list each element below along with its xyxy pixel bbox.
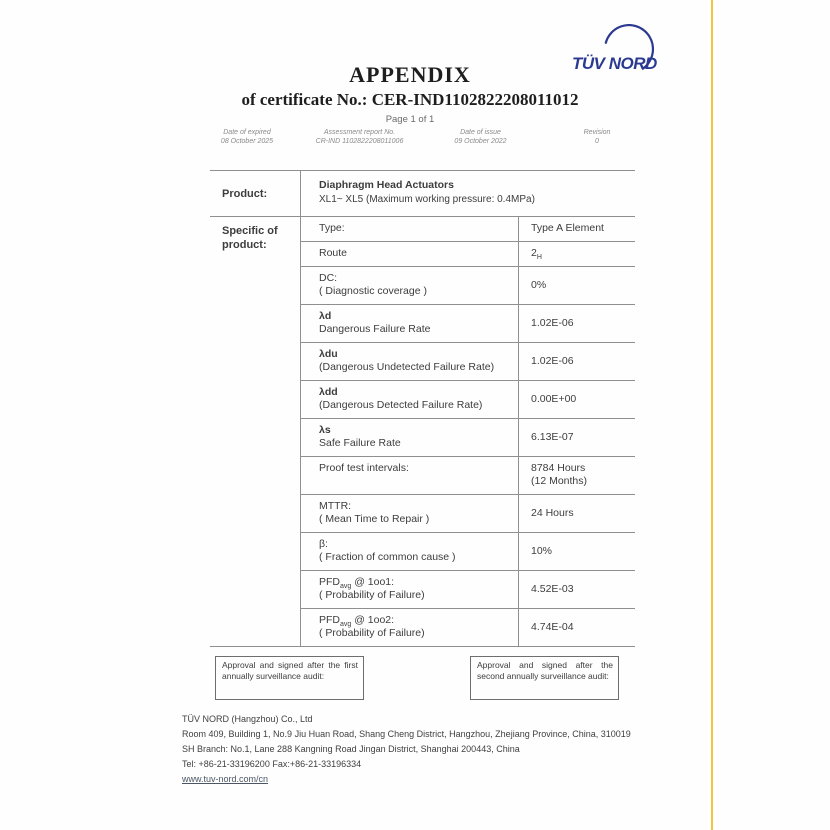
parameter-name: $PFD_{avg}$ @ 1oo1: bbox=[319, 576, 395, 591]
approval-box-text: Approval and signed after the first annually surveillance audit: bbox=[222, 660, 358, 681]
meta-value: 0 bbox=[595, 138, 599, 145]
page-title: APPENDIX bbox=[349, 62, 471, 87]
table-row bbox=[301, 533, 635, 571]
table-row bbox=[301, 242, 635, 267]
parameter-value: 6.13E-07 bbox=[531, 430, 574, 443]
parameter-value: 4.74E-04 bbox=[531, 620, 574, 633]
meta-value: CR-IND 1102822208011006 bbox=[315, 138, 404, 145]
meta-date-of-issue bbox=[428, 128, 533, 146]
table-row bbox=[301, 267, 635, 305]
parameter-name: MTTR: bbox=[319, 500, 352, 512]
parameter-subtitle: (Dangerous Undetected Failure Rate) bbox=[319, 361, 495, 373]
approval-box-second-audit bbox=[470, 656, 619, 700]
parameter-name: Proof test intervals: bbox=[319, 462, 409, 474]
page-edge-line bbox=[711, 0, 713, 830]
parameter-name: $PFD_{avg}$ @ 1oo2: bbox=[319, 614, 395, 629]
value-cell bbox=[519, 305, 635, 342]
parameter-cell bbox=[301, 457, 519, 494]
meta-revision bbox=[555, 128, 639, 146]
parameter-name: λdu bbox=[319, 348, 338, 360]
parameter-name: β: bbox=[319, 538, 328, 550]
parameter-value-line2: (12 Months) bbox=[531, 475, 588, 487]
parameter-value: 8784 Hours bbox=[531, 462, 586, 474]
parameter-cell bbox=[301, 495, 519, 532]
table-row bbox=[301, 571, 635, 609]
logo-wordmark: TÜV NORD bbox=[572, 54, 657, 73]
approval-box-first-audit bbox=[215, 656, 364, 700]
value-cell bbox=[519, 609, 635, 646]
table-row bbox=[301, 217, 635, 242]
table-row bbox=[301, 457, 635, 495]
footer-address-block bbox=[182, 712, 662, 787]
parameter-cell bbox=[301, 343, 519, 380]
website-link[interactable]: www.tuv-nord.com/cn bbox=[182, 774, 269, 784]
parameter-subtitle: (Dangerous Detected Failure Rate) bbox=[319, 399, 483, 411]
specific-label-line2: product: bbox=[222, 239, 267, 251]
parameter-value: 0.00E+00 bbox=[531, 392, 577, 405]
parameter-value: 1.02E-06 bbox=[531, 354, 574, 367]
certificate-table bbox=[210, 170, 635, 647]
product-row bbox=[210, 170, 635, 217]
meta-assessment-report bbox=[297, 128, 422, 146]
parameter-name: DC: bbox=[319, 272, 338, 284]
certificate-number-line: of certificate No.: CER-IND1102822208011012 bbox=[241, 90, 579, 109]
parameter-subtitle: Dangerous Failure Rate bbox=[319, 323, 431, 335]
table-row bbox=[301, 381, 635, 419]
specific-label bbox=[210, 217, 301, 646]
meta-value: 09 October 2022 bbox=[454, 138, 507, 145]
parameter-name: Type: bbox=[319, 222, 345, 234]
value-cell bbox=[519, 495, 635, 532]
value-cell bbox=[519, 343, 635, 380]
parameter-cell bbox=[301, 305, 519, 342]
meta-date-of-expiry bbox=[197, 128, 297, 146]
parameter-cell bbox=[301, 381, 519, 418]
parameter-value: 1.02E-06 bbox=[531, 316, 574, 329]
parameter-value: Type A Element bbox=[531, 222, 604, 234]
product-description: XL1~ XL5 (Maximum working pressure: 0.4MPa) bbox=[319, 194, 535, 205]
value-cell bbox=[519, 217, 635, 241]
spec-rows bbox=[301, 217, 635, 646]
product-name: Diaphragm Head Actuators bbox=[319, 179, 454, 191]
parameter-name: λd bbox=[319, 310, 332, 322]
value-cell bbox=[519, 533, 635, 570]
value-cell bbox=[519, 419, 635, 456]
page-indicator: Page 1 of 1 bbox=[385, 114, 435, 125]
table-row bbox=[301, 495, 635, 533]
parameter-cell bbox=[301, 267, 519, 304]
meta-label: Revision bbox=[583, 129, 611, 136]
parameter-value: 4.52E-03 bbox=[531, 582, 574, 595]
parameter-subtitle: ( Probability of Failure) bbox=[319, 589, 425, 601]
meta-label: Date of expired bbox=[223, 129, 271, 136]
parameter-name: λdd bbox=[319, 386, 338, 398]
meta-value: 08 October 2025 bbox=[220, 138, 274, 145]
title-block bbox=[180, 62, 640, 125]
footer-company: TÜV NORD (Hangzhou) Co., Ltd bbox=[182, 714, 313, 724]
parameter-cell bbox=[301, 609, 519, 646]
footer-address-line1: Room 409, Building 1, No.9 Jiu Huan Road, Shang Cheng District, Hangzhou, Zhejiang Province, China, 310019 bbox=[182, 729, 631, 739]
parameter-name: Route bbox=[319, 247, 348, 259]
value-cell bbox=[519, 267, 635, 304]
parameter-cell bbox=[301, 419, 519, 456]
specific-of-product-section bbox=[210, 217, 635, 647]
value-cell bbox=[519, 381, 635, 418]
parameter-value: 10% bbox=[531, 544, 553, 557]
parameter-value: 0% bbox=[531, 278, 547, 291]
value-cell bbox=[519, 457, 635, 494]
parameter-value: 24 Hours bbox=[531, 506, 574, 519]
table-row bbox=[301, 343, 635, 381]
specific-label-line1: Specific of bbox=[222, 225, 278, 237]
footer-address-line2: SH Branch: No.1, Lane 288 Kangning Road Jingan District, Shanghai 200443, China bbox=[182, 744, 520, 754]
parameter-subtitle: Safe Failure Rate bbox=[319, 437, 401, 449]
parameter-name: λs bbox=[319, 424, 331, 436]
value-cell bbox=[519, 242, 635, 266]
product-content bbox=[301, 171, 635, 216]
table-row bbox=[301, 419, 635, 457]
parameter-cell bbox=[301, 533, 519, 570]
parameter-cell bbox=[301, 242, 519, 266]
parameter-value: $2_H$ bbox=[531, 247, 542, 262]
table-row bbox=[301, 609, 635, 646]
footer-phone-fax: Tel: +86-21-33196200 Fax:+86-21-33196334 bbox=[182, 759, 362, 769]
parameter-cell bbox=[301, 571, 519, 608]
parameter-subtitle: ( Probability of Failure) bbox=[319, 627, 425, 639]
meta-label: Assessment report No. bbox=[323, 129, 396, 136]
parameter-subtitle: ( Mean Time to Repair ) bbox=[319, 513, 430, 525]
product-label: Product: bbox=[210, 171, 301, 216]
parameter-cell bbox=[301, 217, 519, 241]
table-row bbox=[301, 305, 635, 343]
value-cell bbox=[519, 571, 635, 608]
parameter-subtitle: ( Fraction of common cause ) bbox=[319, 551, 456, 563]
parameter-subtitle: ( Diagnostic coverage ) bbox=[319, 285, 427, 297]
approval-box-text: Approval and signed after the second annually surveillance audit: bbox=[477, 660, 613, 681]
meta-label: Date of issue bbox=[460, 129, 501, 136]
